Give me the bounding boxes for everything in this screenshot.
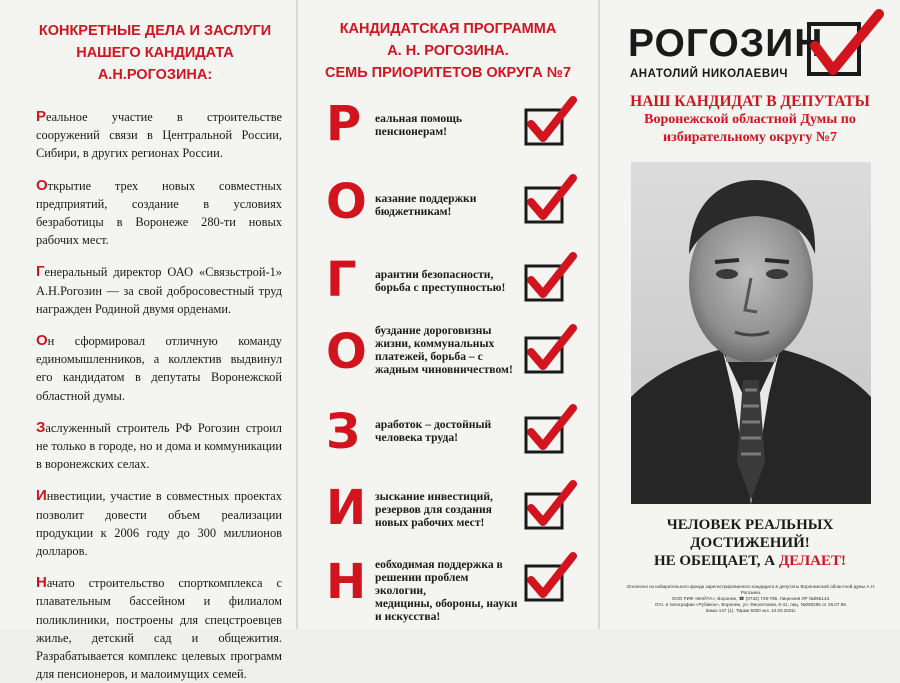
- priority-letter: Н: [326, 554, 367, 610]
- priority-line: еобходимая поддержка в: [375, 558, 503, 571]
- merit-initial: Н: [36, 574, 47, 592]
- priority-line: буздание дороговизны: [375, 324, 492, 337]
- program-heading-line: КАНДИДАТСКАЯ ПРОГРАММА: [339, 21, 557, 37]
- merit-paragraph: [28, 108, 282, 163]
- priority-row: [298, 170, 598, 236]
- priority-row: [298, 400, 598, 466]
- priority-line: жизни, коммунальных: [375, 337, 495, 350]
- merits-panel: [0, 0, 296, 682]
- priority-line: жадным чиновничеством!: [375, 363, 513, 376]
- candidate-surname: РОГОЗИН: [628, 22, 824, 65]
- candidate-full-name: АНАТОЛИЙ НИКОЛАЕВИЧ: [630, 68, 788, 80]
- motto-line: ЧЕЛОВЕК РЕАЛЬНЫХ: [666, 517, 834, 533]
- motto-line: [610, 552, 890, 570]
- priority-line: арантии безопасности,: [375, 268, 494, 281]
- merit-text: еальное участие в строительстве сооружений связи в Центральной России, Сибири, в других регионах России.: [36, 110, 282, 161]
- merit-text: ткрытие трех новых совместных предприятий, создание в условиях безработицы в Воронеже 280-ти новых рабочих мест.: [36, 178, 282, 248]
- checkbox-checked-icon: [523, 552, 577, 606]
- priority-row: [298, 92, 598, 158]
- priority-text: [375, 112, 520, 138]
- merit-paragraph: [28, 487, 282, 560]
- merit-paragraph: [28, 177, 282, 250]
- checkbox-checked-icon: [523, 96, 577, 150]
- program-heading: [298, 18, 598, 84]
- merit-initial: Г: [36, 263, 45, 281]
- candidate-portrait: [631, 162, 871, 504]
- priority-row: [298, 476, 598, 542]
- priority-text: [375, 268, 520, 294]
- merit-initial: О: [36, 332, 48, 350]
- priority-line: борьба с преступностью!: [375, 281, 506, 294]
- merit-initial: Р: [36, 108, 47, 125]
- priority-line: бюджетникам!: [375, 205, 452, 218]
- priority-text: [375, 324, 520, 376]
- priority-text: [375, 490, 520, 529]
- merit-initial: О: [36, 176, 48, 194]
- fine-print-line: Заказ 147 (1). Тираж 5000 экз. 10.03.2001г.: [705, 608, 797, 613]
- merits-heading-line: КОНКРЕТНЫЕ ДЕЛА И ЗАСЛУГИ: [38, 23, 272, 39]
- priority-text: [375, 192, 520, 218]
- checkbox-checked-icon: [523, 404, 577, 458]
- priority-line: человека труда!: [375, 431, 459, 444]
- merit-text: нвестиции, участие в совместных проектах позволит довести объем реализации продукции к 2006 году до 300 миллионов долларов.: [36, 489, 282, 559]
- merits-heading: [28, 20, 282, 86]
- priority-line: казание поддержки: [375, 192, 477, 205]
- checkbox-checked-icon: [523, 480, 577, 534]
- priority-letter: О: [326, 174, 367, 230]
- priority-text: [375, 558, 520, 623]
- priority-row: [298, 320, 598, 386]
- fine-print-line: Отп. в типографии «Рубикон», Воронеж, ул. Фиолетовая, 6-41, лиц. №060295 от 28.07.98.: [654, 602, 848, 607]
- priority-line: и искусства!: [375, 610, 441, 623]
- priority-line: пенсионерам!: [375, 125, 447, 138]
- merit-initial: З: [36, 418, 46, 436]
- priority-letter: Г: [326, 252, 357, 308]
- cover-panel: [600, 0, 900, 629]
- merits-heading-line: А.Н.РОГОЗИНА:: [97, 67, 213, 83]
- priority-letter: И: [326, 480, 367, 536]
- merit-text: н сформировал отличную команду единомышленников, а коллектив выдвинул его кандидатом в депутаты Воронежской областной думы.: [36, 334, 282, 403]
- priority-row: [298, 550, 598, 623]
- fine-print: [622, 584, 880, 614]
- priority-text: [375, 418, 520, 444]
- priority-line: еальная помощь: [375, 112, 463, 125]
- logo-checkmark-icon: [805, 8, 885, 88]
- candidacy-block: [610, 92, 890, 147]
- priority-letter: Р: [326, 96, 362, 152]
- priority-letter: З: [326, 404, 361, 460]
- priority-letter: О: [326, 324, 367, 380]
- merits-heading-line: НАШЕГО КАНДИДАТА: [76, 45, 234, 61]
- candidacy-line: избирательному округу №7: [663, 130, 837, 145]
- priority-line: новых рабочих мест!: [375, 516, 485, 529]
- program-heading-line: СЕМЬ ПРИОРИТЕТОВ ОКРУГА №7: [324, 65, 572, 81]
- program-panel: [298, 0, 598, 629]
- merit-paragraph: [28, 263, 282, 318]
- priority-line: медицины, обороны, науки: [375, 597, 518, 610]
- merit-text: ачато строительство спорткомплекса с плавательным бассейном и филиалом поликлиники, построены для спецстроевцев жилье, детский сад и общежития. Разрабатывается комплекс целевых программ для пенсионеров, и малоимущих семей.: [36, 576, 282, 682]
- priority-row: [298, 248, 598, 314]
- candidacy-line: Воронежской областной Думы по: [644, 112, 856, 127]
- merit-text: аслуженный строитель РФ Рогозин строил не только в городе, но и дома и коммуникации в воронежских селах.: [36, 420, 282, 472]
- program-heading-line: А. Н. РОГОЗИНА.: [387, 43, 509, 59]
- merit-initial: И: [36, 487, 47, 505]
- merit-text: енеральный директор ОАО «Связьстрой-1» А.Н.Рогозин — за свой добросовестный труд награжден Родиной двумя орденами.: [36, 265, 282, 316]
- checkbox-checked-icon: [523, 324, 577, 378]
- motto-accent: ДЕЛАЕТ!: [778, 553, 847, 569]
- motto-prefix: НЕ ОБЕЩАЕТ, А: [653, 553, 779, 569]
- fine-print-line: Оплачено из избирательного фонда зарегистрированного кандидата в депутаты Воронежской областной думы А.Н. Рогозина.: [626, 584, 876, 595]
- priority-line: аработок – достойный: [375, 418, 492, 431]
- checkbox-checked-icon: [523, 252, 577, 306]
- priority-line: зыскание инвестиций,: [375, 490, 493, 503]
- motto-line: ДОСТИЖЕНИЙ!: [690, 535, 810, 551]
- merit-paragraph: [28, 419, 282, 474]
- fine-print-line: ООО РИФ «ВАЙТА», Воронеж, ☎ (0732) 749-765. Лицензия ЛР №065143.: [671, 596, 831, 601]
- priority-line: платежей, борьба – с: [375, 350, 483, 363]
- motto: [610, 516, 890, 570]
- candidacy-line: НАШ КАНДИДАТ В ДЕПУТАТЫ: [630, 93, 870, 110]
- priority-line: решении проблем экологии,: [375, 571, 469, 597]
- checkbox-checked-icon: [523, 174, 577, 228]
- priority-line: резервов для создания: [375, 503, 492, 516]
- merit-paragraph: [28, 332, 282, 405]
